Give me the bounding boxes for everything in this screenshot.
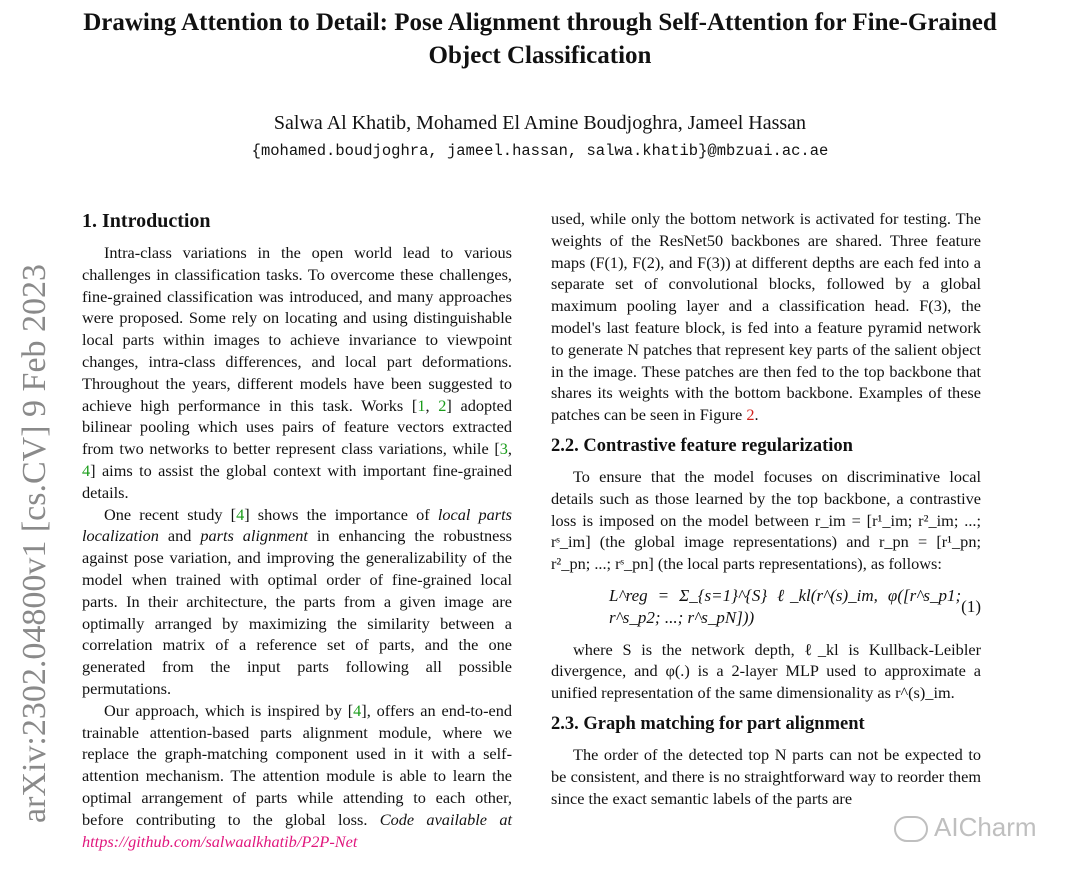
equation-explanation: where S is the network depth, ℓ_kl is Kullback-Leibler divergence, and φ(.) is a 2-layer MLP used to approximate a unified representation of the same dimensionality as r^(s)_im. (551, 639, 981, 703)
paper-authors: Salwa Al Khatib, Mohamed El Amine Boudjoghra, Jameel Hassan (273, 112, 807, 134)
code-url-link[interactable]: https://github.com/salwaalkhatib/P2P-Net (82, 831, 358, 851)
figure-ref-link[interactable]: 2 (746, 405, 755, 425)
graph-matching-paragraph: The order of the detected top N parts can not be expected to be consistent, and there is no straightforward way to reorder them since the exact semantic labels of the parts are (551, 744, 981, 808)
intro-paragraph-2: One recent study [4] shows the importance of local parts localization and parts alignment in enhancing the robustness against pose variation, and improving the generalizability of the model when trained with optimal order of fine-grained local parts. In their architecture, the parts from a given image are optimally arranged by maximizing the similarity between a correlation matrix of a reference set of parts, and the one generated from the input parts following all possible permutations. (82, 504, 513, 698)
contrastive-paragraph: To ensure that the model focuses on discriminative local details such as those learned by the top backbone, a contrastive loss is imposed on the model between r_im = [r¹_im; r²_im; ...; rˢ_im] (the global image representations) and r_pn = [r¹_pn; r²_pn; ...; rˢ_pn] (the local parts representations), as follows: (551, 466, 981, 574)
chat-bubble-icon (894, 816, 928, 842)
method-paragraph: used, while only the bottom network is activated for testing. The weights of the ResNet50 backbones are shared. Three feature maps (F(1), F(2), and F(3)) at different depths are each fed into a separate set of convolutional blocks, followed by a global maximum pooling layer and a classification head. F(3), the model's last feature block, is fed into a feature pyramid network to generate N patches that represent key parts of the salient object in the image. These patches are then fed to the top backbone that shares its weights with the bottom backbone. Examples of these patches can be seen in Figure 2. (551, 209, 981, 425)
section-heading-introduction: 1. Introduction (82, 210, 211, 232)
left-column (82, 208, 512, 852)
citation-link[interactable]: 2 (438, 395, 447, 415)
right-column (551, 208, 981, 809)
citation-link[interactable]: 1 (417, 395, 426, 415)
citation-link[interactable]: 4 (236, 504, 245, 524)
paper-title: Drawing Attention to Detail: Pose Alignment through Self-Attention for Fine-Grained Object Classification (83, 9, 997, 69)
watermark-text: AICharm (934, 812, 1037, 842)
section-heading-graph-matching: 2.3. Graph matching for part alignment (551, 713, 865, 734)
arxiv-stamp: arXiv:2302.04800v1 [cs.CV] 9 Feb 2023 (16, 263, 53, 823)
section-heading-contrastive: 2.2. Contrastive feature regularization (551, 435, 853, 456)
intro-paragraph-1: Intra-class variations in the open world lead to various challenges in classification tasks. To overcome these challenges, fine-grained classification was introduced, and many approaches were proposed. Some rely on locating and using distinguishable local parts within images to achieve invariance to viewpoint changes, intra-class differences, and local part deformations. Throughout the years, different models have been suggested to achieve high performance in this task. Works [1, 2] adopted bilinear pooling which uses pairs of feature vectors extracted from two networks to better represent class variations, while [3, 4] aims to assist the global context with important fine-grained details. (82, 243, 513, 502)
author-emails: {mohamed.boudjoghra, jameel.hassan, salwa.khatib}@mbzuai.ac.ae (251, 142, 829, 160)
citation-link[interactable]: 3 (499, 439, 508, 459)
equation-number: (1) (961, 596, 981, 616)
citation-link[interactable]: 4 (82, 460, 91, 480)
equation-body: L^reg = Σ_{s=1}^{S} ℓ_kl(r^(s)_im, φ([r^s_p1; r^s_p2; ...; r^s_pN])) (609, 585, 962, 627)
intro-paragraph-3: Our approach, which is inspired by [4], offers an end-to-end trainable attention-based parts alignment module, where we replace the graph-matching component used in it with a self-attention mechanism. The attention module is able to learn the optimal arrangement of parts while attending to each other, before contributing to the global loss. Code available at https://github.com/salwaalkhatib/P2P-Net (82, 700, 513, 851)
watermark (894, 812, 1037, 843)
citation-link[interactable]: 4 (353, 700, 362, 720)
equation-1 (551, 585, 981, 629)
